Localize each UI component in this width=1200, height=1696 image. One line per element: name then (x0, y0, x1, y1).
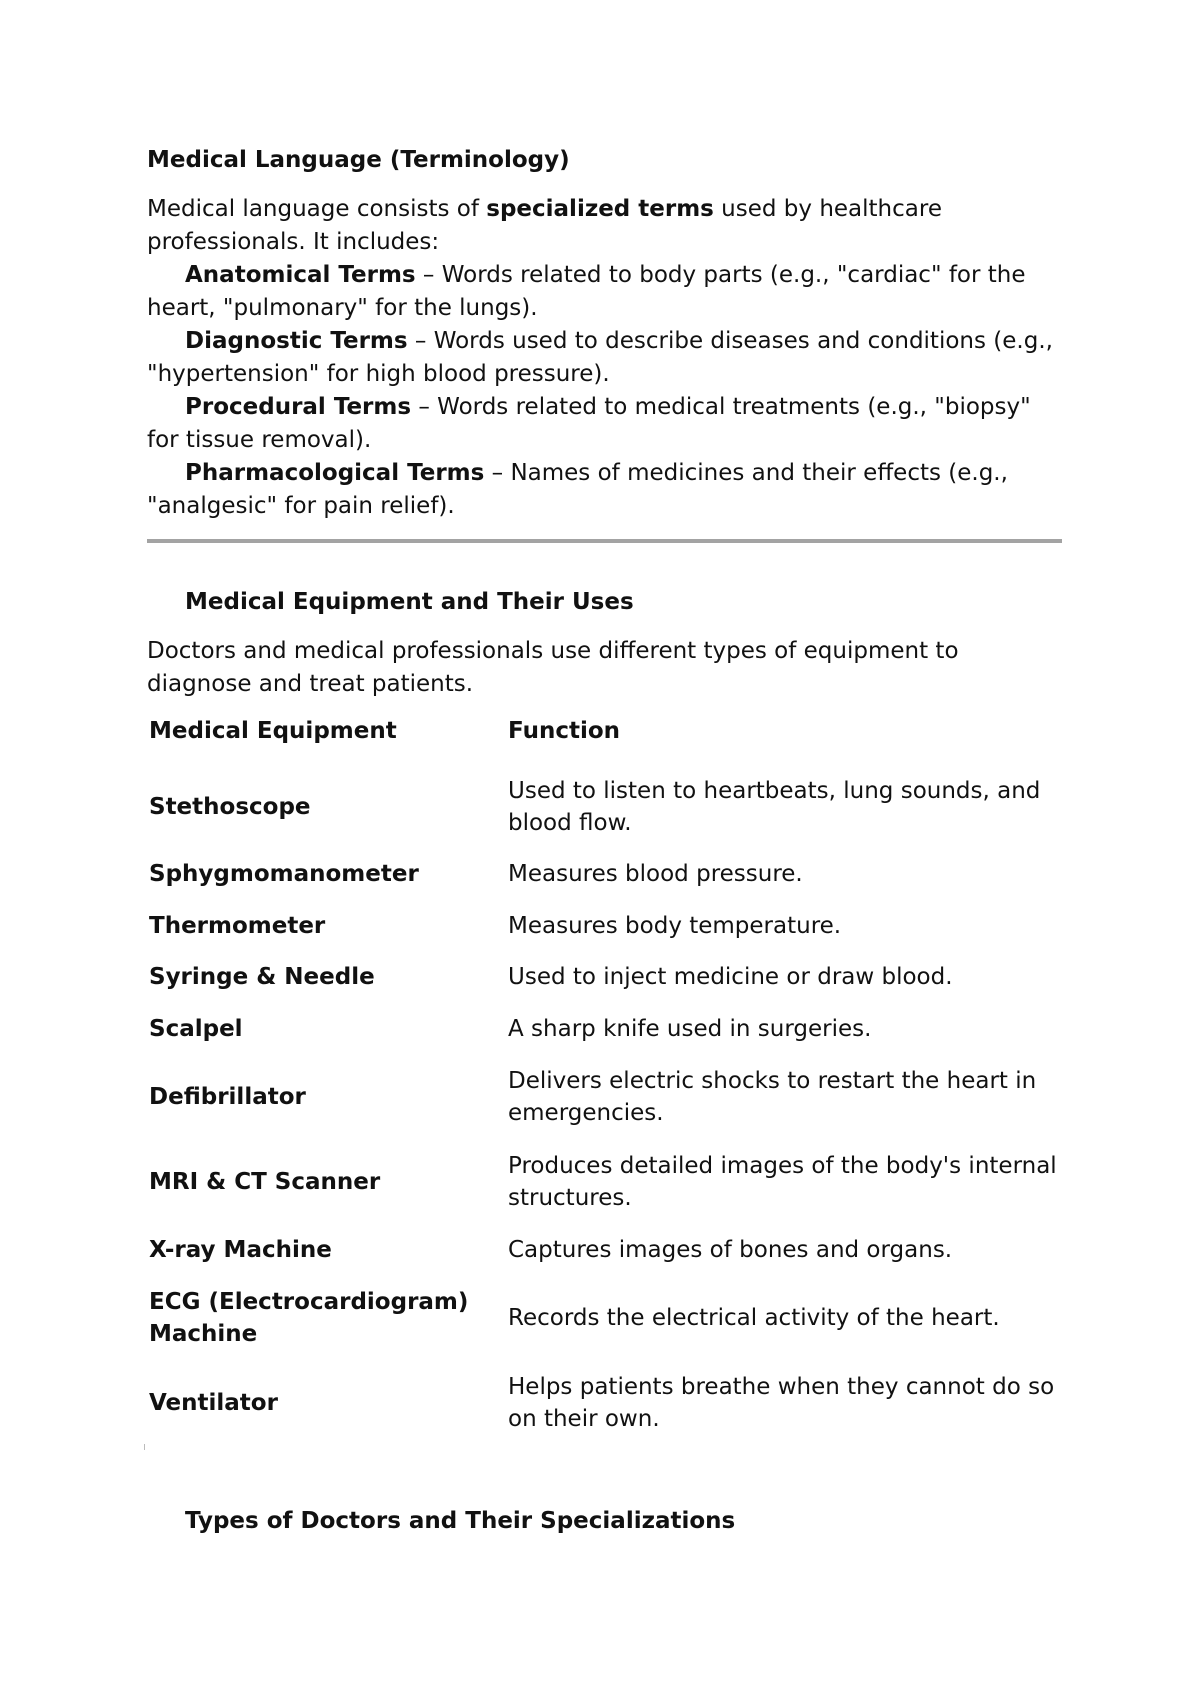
table-row (147, 900, 1062, 951)
term-description: – Words related to body parts (e.g., "cardiac" for the heart, "pulmonary" for the lungs). (147, 262, 1026, 321)
term-name: Anatomical Terms (185, 262, 416, 288)
equipment-function: Helps patients breathe when they cannot do so on their own. (508, 1373, 1055, 1432)
equipment-table (147, 715, 1062, 1445)
equipment-name: Scalpel (149, 1015, 243, 1042)
section-title-equipment-text: Medical Equipment and Their Uses (185, 589, 634, 615)
term-item (147, 457, 1062, 523)
term-item (147, 391, 1062, 457)
intro-bold-term: specialized terms (486, 196, 714, 222)
equipment-name: X-ray Machine (149, 1236, 332, 1263)
equipment-name: Ventilator (149, 1389, 278, 1416)
term-description: – Words used to describe diseases and conditions (e.g., "hypertension" for high blood pressure). (147, 328, 1053, 387)
equipment-function: A sharp knife used in surgeries. (508, 1015, 872, 1042)
equipment-name: Stethoscope (149, 794, 311, 820)
equipment-function: Measures body temperature. (508, 912, 842, 939)
column-header-equipment: Medical Equipment (149, 718, 397, 744)
equipment-function: Records the electrical activity of the heart. (508, 1304, 1000, 1331)
document-page (147, 0, 1062, 1537)
equipment-function: Used to listen to heartbeats, lung sounds, and blood flow. (508, 778, 1041, 836)
table-row (147, 1275, 1062, 1360)
term-description: – Names of medicines and their effects (e.g., "analgesic" for pain relief). (147, 460, 1008, 519)
equipment-function: Delivers electric shocks to restart the heart in emergencies. (508, 1067, 1037, 1126)
section-title-equipment (147, 586, 1062, 618)
column-header-function: Function (508, 718, 621, 744)
term-name: Procedural Terms (185, 394, 412, 420)
table-row (147, 1224, 1062, 1275)
intro-text-end: used by healthcare professionals. It includes: (147, 196, 942, 255)
equipment-name: Defibrillator (149, 1083, 306, 1110)
table-row (147, 1360, 1062, 1445)
table-row (147, 766, 1062, 848)
section-title-doctors-text: Types of Doctors and Their Specializations (185, 1508, 736, 1534)
page-mark (144, 1444, 145, 1450)
equipment-name: Sphygmomanometer (149, 861, 419, 887)
terminology-intro (147, 193, 1062, 259)
equipment-name: ECG (Electrocardiogram) Machine (149, 1288, 469, 1347)
section-title-doctors (147, 1505, 1062, 1537)
section-title-terminology: Medical Language (Terminology) (147, 147, 570, 173)
equipment-name: MRI & CT Scanner (149, 1168, 381, 1195)
equipment-function: Captures images of bones and organs. (508, 1236, 953, 1263)
term-item (147, 259, 1062, 325)
equipment-name: Thermometer (149, 912, 326, 939)
term-description: – Words related to medical treatments (e.g., "biopsy" for tissue removal). (147, 394, 1031, 453)
term-name: Diagnostic Terms (185, 328, 408, 354)
table-row (147, 1054, 1062, 1139)
equipment-name: Syringe & Needle (149, 964, 375, 990)
equipment-intro: Doctors and medical professionals use different types of equipment to diagnose and treat patients. (147, 638, 959, 697)
term-name: Pharmacological Terms (185, 460, 485, 486)
equipment-function: Measures blood pressure. (508, 861, 803, 887)
table-row (147, 848, 1062, 900)
table-row (147, 951, 1062, 1003)
table-row (147, 1139, 1062, 1224)
equipment-function: Used to inject medicine or draw blood. (508, 964, 953, 990)
table-header-row (147, 715, 1062, 766)
equipment-function: Produces detailed images of the body's internal structures. (508, 1152, 1057, 1211)
intro-text-start: Medical language consists of (147, 196, 487, 222)
table-row (147, 1003, 1062, 1054)
term-item (147, 325, 1062, 391)
